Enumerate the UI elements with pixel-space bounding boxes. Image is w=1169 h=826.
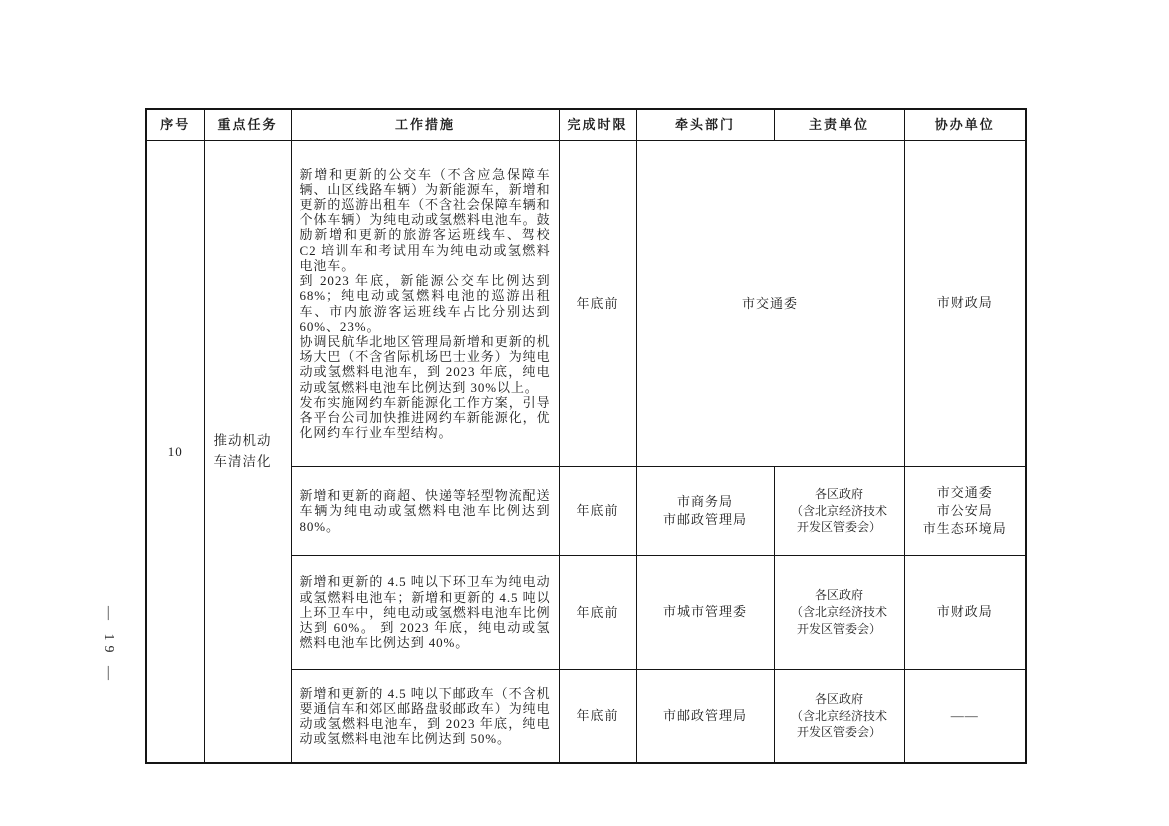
responsible-unit-line: 开发区管委会）	[796, 725, 881, 740]
assist-unit-line: 市财政局	[936, 295, 993, 311]
column-header-task: 重点任务	[204, 109, 291, 141]
lead-dept-cell	[636, 467, 774, 556]
responsible-unit-line: （含北京经济技术	[790, 503, 887, 518]
lead-dept-line: 市邮政管理局	[662, 512, 747, 527]
responsible-unit-cell	[774, 467, 904, 556]
column-header-responsible-unit: 主责单位	[774, 109, 904, 141]
table-header	[146, 109, 1026, 141]
measure-paragraph: 新增和更新的 4.5 吨以下邮政车（不含机要通信车和郊区邮路盘驳邮政车）为纯电动或氢燃料电池车，到 2023 年底，纯电动或氢燃料电池车比例达到 50%。	[299, 685, 551, 747]
column-header-serial: 序号	[146, 109, 204, 141]
measures-cell	[291, 670, 559, 764]
responsible-unit-line: 各区政府	[814, 486, 863, 501]
assist-unit-cell	[904, 141, 1026, 467]
measure-paragraph: 到 2023 年底，新能源公交车比例达到68%；纯电动或氢燃料电池的巡游出租车、市内旅游客运班线车占比分别达到60%、23%。	[299, 273, 551, 334]
responsible-unit-line: （含北京经济技术	[790, 708, 887, 723]
responsible-unit-line: 开发区管委会）	[796, 520, 881, 535]
lead-dept-line: 市城市管理委	[662, 604, 747, 620]
table-row	[146, 141, 1026, 467]
measure-paragraph: 新增和更新的公交车（不含应急保障车辆、山区线路车辆）为新能源车，新增和更新的巡游出租车（不含社会保障车辆和个体车辆）为纯电动或氢燃料电池车。鼓励新增和更新的旅游客运班线车、驾校 C2 培训车和考试用车为纯电动或氢燃料电池车。	[299, 166, 551, 273]
page-number: — 19 —	[101, 606, 116, 685]
deadline-cell: 年底前	[559, 556, 636, 670]
assist-unit-cell	[904, 556, 1026, 670]
deadline-cell: 年底前	[559, 670, 636, 764]
responsible-unit-line: 各区政府	[814, 588, 863, 603]
task-name-cell: 推动机动车清洁化	[204, 141, 291, 764]
lead-responsible-merged-cell: 市交通委	[636, 141, 904, 467]
task-table	[145, 108, 1027, 764]
responsible-unit-line: 各区政府	[814, 691, 863, 706]
column-header-lead-dept: 牵头部门	[636, 109, 774, 141]
measure-paragraph: 新增和更新的 4.5 吨以下环卫车为纯电动或氢燃料电池车；新增和更新的 4.5 吨以上环卫车中，纯电动或氢燃料电池车比例达到 60%。 到 2023 年底，纯电动或氢燃料电池车比例达到 40%。	[299, 574, 551, 651]
lead-dept-cell	[636, 556, 774, 670]
responsible-unit-line: （含北京经济技术	[790, 605, 887, 620]
deadline-cell: 年底前	[559, 141, 636, 467]
assist-unit-line: 市公安局	[936, 502, 993, 518]
no-assist-dash: ——	[950, 707, 979, 723]
measure-paragraph: 发布实施网约车新能源化工作方案，引导各平台公司加快推进网约车新能源化，优化网约车行业车型结构。	[299, 394, 551, 441]
serial-number-cell: 10	[146, 141, 204, 764]
measures-cell	[291, 141, 559, 467]
measure-paragraph: 协调民航华北地区管理局新增和更新的机场大巴（不含省际机场巴士业务）为纯电动或氢燃料电池车，到 2023 年底，纯电动或氢燃料电池车比例达到 30%以上。	[299, 333, 551, 395]
responsible-unit-line: 开发区管委会）	[796, 621, 881, 636]
assist-unit-cell	[904, 670, 1026, 764]
assist-unit-line: 市交通委	[936, 484, 993, 500]
measure-paragraph: 新增和更新的商超、快递等轻型物流配送车辆为纯电动或氢燃料电池车比例达到 80%。	[299, 488, 551, 534]
responsible-unit-cell	[774, 556, 904, 670]
column-header-deadline: 完成时限	[559, 109, 636, 141]
assist-unit-cell	[904, 467, 1026, 556]
assist-unit-line: 市生态环境局	[922, 521, 1007, 537]
lead-dept-line: 市邮政管理局	[662, 707, 747, 723]
lead-dept-cell	[636, 670, 774, 764]
lead-dept-line: 市商务局	[676, 493, 733, 509]
assist-unit-line: 市财政局	[936, 604, 993, 620]
measures-cell	[291, 467, 559, 556]
column-header-measures: 工作措施	[291, 109, 559, 141]
column-header-assist-unit: 协办单位	[904, 109, 1026, 141]
responsible-unit-cell	[774, 670, 904, 764]
deadline-cell: 年底前	[559, 467, 636, 556]
measures-cell	[291, 556, 559, 670]
